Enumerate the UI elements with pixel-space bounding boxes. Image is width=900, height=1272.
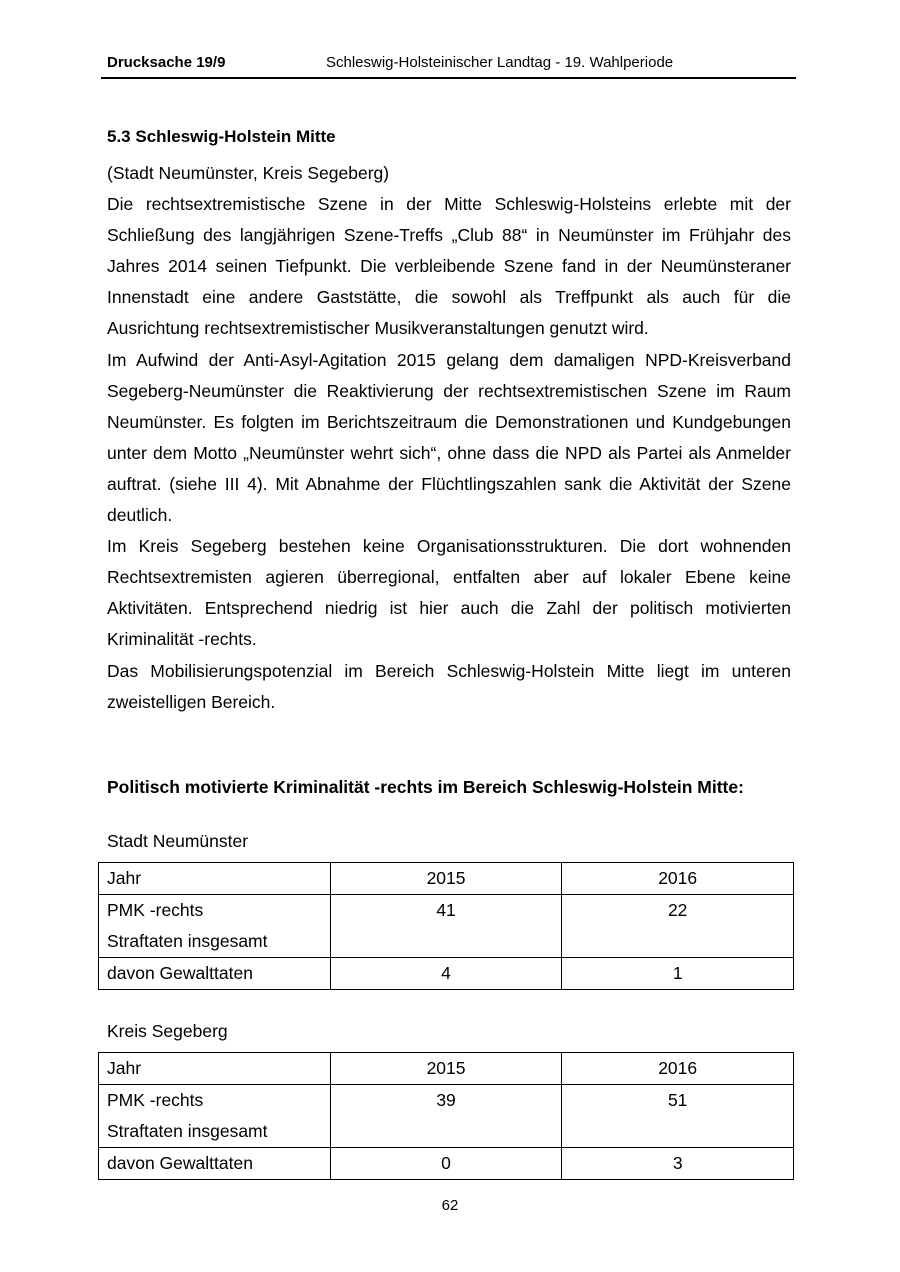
paragraph: Im Aufwind der Anti-Asyl-Agitation 2015 gelang dem damaligen NPD-Kreisverband Segeberg-Neumünster die Reaktivierung der rechtsextremistischen Szene im Raum Neumünster. Es folgten im Berichtszeitraum die Demonstrationen und Kundgebungen unter dem Motto „Neumünster wehrt sich“, ohne dass die NPD als Partei als Anmelder auftrat. (siehe III 4). Mit Abnahme der Flüchtlingszahlen sank die Aktivität der Szene deutlich.	[107, 349, 791, 526]
year-header: 2015	[330, 1053, 562, 1085]
row-label	[99, 1085, 331, 1148]
table-cell: 0	[330, 1148, 562, 1180]
section-title: 5.3 Schleswig-Holstein Mitte	[107, 127, 336, 146]
region-label-neumuenster: Stadt Neumünster	[107, 831, 249, 851]
table-cell: 4	[330, 958, 562, 990]
paragraph: Die rechtsextremistische Szene in der Mitte Schleswig-Holsteins erlebte mit der Schließung des langjährigen Szene-Treffs „Club 88“ in Neumünster im Frühjahr des Jahres 2014 seinen Tiefpunkt. Die verbleibende Szene fand in der Neumünsteraner Innenstadt eine andere Gaststätte, die sowohl als Treffpunkt als auch für die Ausrichtung rechtsextremistischer Musikveranstaltungen genutzt wird.	[107, 194, 791, 339]
table-cell: 51	[562, 1085, 794, 1148]
table-cell: 3	[562, 1148, 794, 1180]
year-header-label: Jahr	[99, 863, 331, 895]
paragraph: Im Kreis Segeberg bestehen keine Organisationsstrukturen. Die dort wohnenden Rechtsextremisten agieren überregional, entfalten aber auf lokaler Ebene keine Aktivitäten. Entsprechend niedrig ist hier auch die Zahl der politisch motivierten Kriminalität -rechts.	[107, 536, 791, 650]
year-header-label: Jahr	[99, 1053, 331, 1085]
section-subtitle: (Stadt Neumünster, Kreis Segeberg)	[107, 163, 390, 183]
row-label	[99, 895, 331, 958]
publisher-title: Schleswig-Holsteinischer Landtag - 19. Wahlperiode	[326, 54, 674, 71]
table-row	[99, 958, 794, 990]
document-number: Drucksache 19/9	[107, 54, 226, 71]
pmk-table-neumuenster	[98, 862, 794, 990]
row-label-line: Straftaten insgesamt	[107, 1121, 268, 1141]
paragraph: Das Mobilisierungspotenzial im Bereich Schleswig-Holstein Mitte liegt im unteren zweistelligen Bereich.	[107, 660, 791, 712]
row-label-line: PMK -rechts	[107, 900, 204, 920]
year-header: 2015	[330, 863, 562, 895]
pmk-heading: Politisch motivierte Kriminalität -rechts im Bereich Schleswig-Holstein Mitte:	[107, 777, 744, 797]
table-row	[99, 1053, 794, 1085]
table-cell: 22	[562, 895, 794, 958]
table-cell: 41	[330, 895, 562, 958]
row-label-line: Straftaten insgesamt	[107, 931, 268, 951]
table-cell: 1	[562, 958, 794, 990]
main-content	[107, 124, 791, 718]
row-label: davon Gewalttaten	[99, 1148, 331, 1180]
region-label-segeberg: Kreis Segeberg	[107, 1021, 228, 1041]
table-row	[99, 1085, 794, 1148]
pmk-table-segeberg	[98, 1052, 794, 1180]
year-header: 2016	[562, 1053, 794, 1085]
year-header: 2016	[562, 863, 794, 895]
table-cell: 39	[330, 1085, 562, 1148]
table-row	[99, 1148, 794, 1180]
row-label-line: PMK -rechts	[107, 1090, 204, 1110]
table-row	[99, 895, 794, 958]
row-label: davon Gewalttaten	[99, 958, 331, 990]
page-number: 62	[441, 1197, 459, 1214]
table-row	[99, 863, 794, 895]
page-header	[101, 52, 796, 79]
